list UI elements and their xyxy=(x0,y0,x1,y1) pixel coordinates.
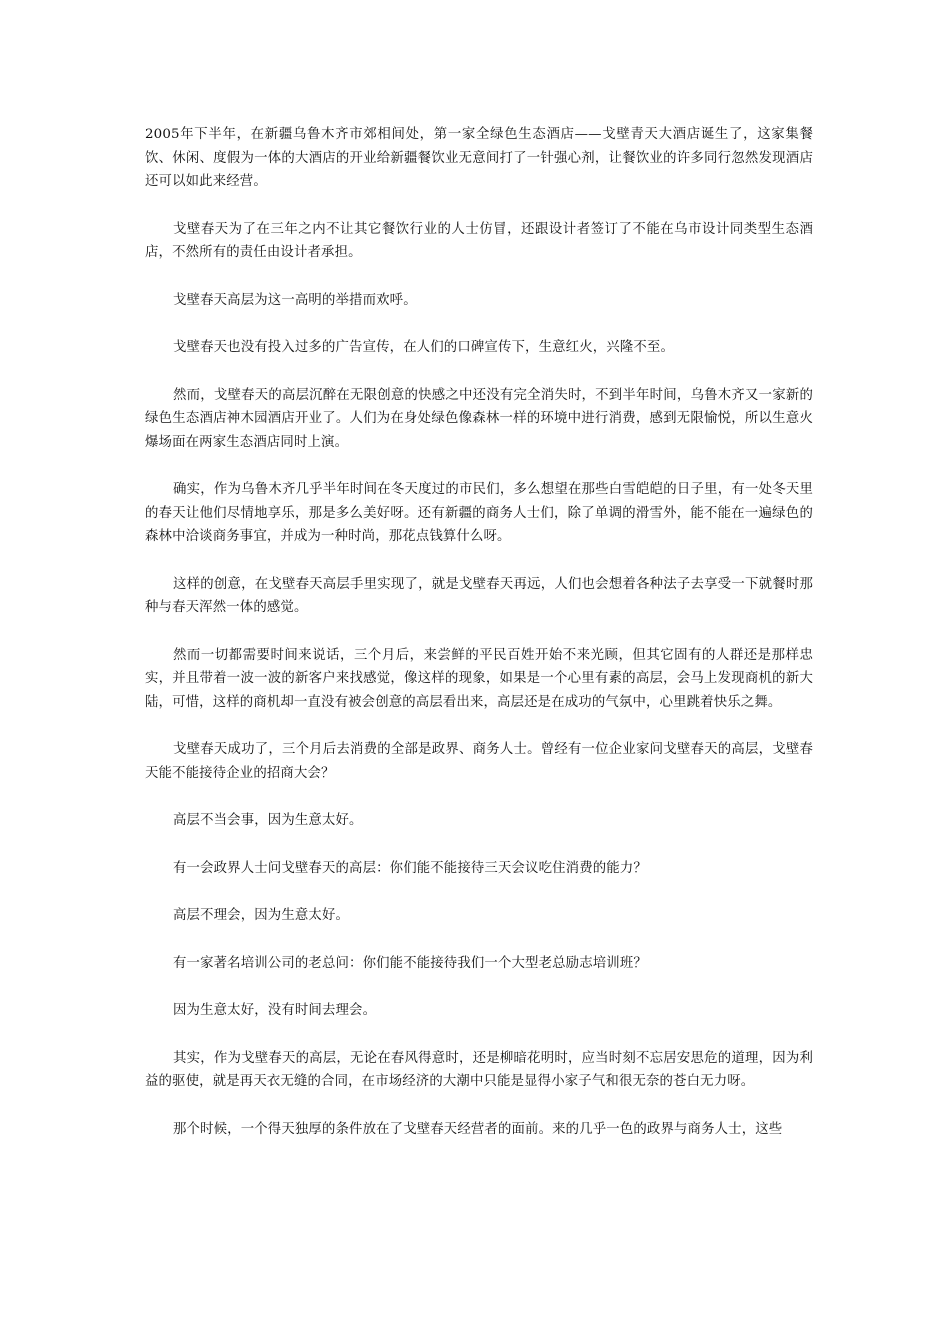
paragraph-intro: 2005年下半年，在新疆乌鲁木齐市郊相间处，第一家全绿色生态酒店——戈壁青天大酒店诞生了，这家集餐饮、休闲、度假为一体的大酒店的开业给新疆餐饮业无意间打了一针强心剂，让餐饮业的许多同行忽然发现酒店还可以如此来经营。 xyxy=(145,127,813,189)
paragraph-winter: 确实，作为乌鲁木齐几乎半年时间在冬天度过的市民们，多么想望在那些白雪皑皑的日子里，有一处冬天里的春天让他们尽情地享乐，那是多么美好呀。还有新疆的商务人士们，除了单调的滑雪外，能不能在一遍绿色的森林中洽谈商务事宜，并成为一种时尚，那花点钱算什么呀。 xyxy=(145,482,813,544)
paragraph-competitor: 然而，戈壁春天的高层沉醉在无限创意的快感之中还没有完全消失时，不到半年时间，乌鲁木齐又一家新的绿色生态酒店神木园酒店开业了。人们为在身处绿色像森林一样的环境中进行消费，感到无限愉悦，所以生意火爆场面在两家生态酒店同时上演。 xyxy=(145,387,813,450)
paragraph-government-question: 有一会政界人士问戈壁春天的高层：你们能不能接待三天会议吃住消费的能力？ xyxy=(173,860,647,876)
paragraph-ignore-3: 因为生意太好，没有时间去理会。 xyxy=(173,1003,377,1018)
paragraph-contract: 戈壁春天为了在三年之内不让其它餐饮行业的人士仿冒，还跟设计者签订了不能在乌市设计同类型生态酒店，不然所有的责任由设计者承担。 xyxy=(145,221,813,260)
paragraph-ignore-1: 高层不当会事，因为生意太好。 xyxy=(173,813,363,828)
paragraph-creativity: 这样的创意，在戈壁春天高层手里实现了，就是戈壁春天再远，人们也会想着各种法子去享受一下就餐时那种与春天浑然一体的感觉。 xyxy=(145,576,813,615)
paragraph-opportunity: 那个时候，一个得天独厚的条件放在了戈壁春天经营者的面前。来的几乎一色的政界与商务人士，这些 xyxy=(173,1121,783,1137)
paragraph-reflection: 其实，作为戈壁春天的高层，无论在春风得意时，还是柳暗花明时，应当时刻不忘居安思危的道理，因为利益的驱使，就是再天衣无缝的合同，在市场经济的大潮中只能是显得小家子气和很无奈的苍白无力呀。 xyxy=(145,1050,813,1089)
paragraph-training-question: 有一家著名培训公司的老总问：你们能不能接待我们一个大型老总励志培训班？ xyxy=(173,955,647,971)
paragraph-success: 戈壁春天成功了，三个月后去消费的全部是政界、商务人士。曾经有一位企业家问戈壁春天的高层，戈壁春天能不能接待企业的招商大会？ xyxy=(145,742,813,781)
paragraph-word-of-mouth: 戈壁春天也没有投入过多的广告宣传，在人们的口碑宣传下，生意红火，兴隆不至。 xyxy=(173,340,675,355)
article-body xyxy=(145,123,813,1165)
paragraph-three-months: 然而一切都需要时间来说话，三个月后，来尝鲜的平民百姓开始不来光顾，但其它固有的人群还是那样忠实，并且带着一波一波的新客户来找感觉，像这样的现象，如果是一个心里有素的高层，会马上发现商机的新大陆，可惜，这样的商机却一直没有被会创意的高层看出来，高层还是在成功的气氛中，心里跳着快乐之舞。 xyxy=(145,647,813,710)
paragraph-ignore-2: 高层不理会，因为生意太好。 xyxy=(173,908,350,923)
paragraph-cheer: 戈壁春天高层为这一高明的举措而欢呼。 xyxy=(173,292,417,308)
